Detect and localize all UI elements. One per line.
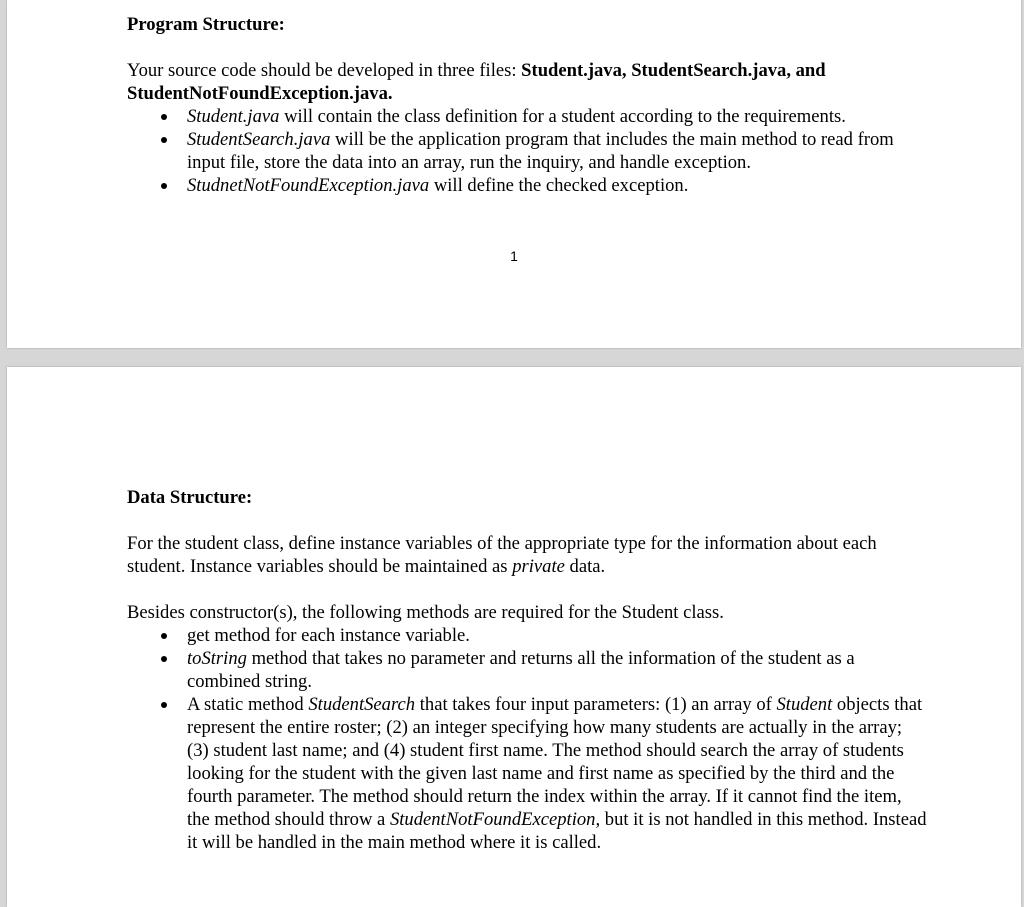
bullet-icon: [161, 633, 167, 639]
list-item-exception-java: [127, 174, 927, 197]
page-2-content: [127, 486, 927, 854]
spacer: [127, 36, 927, 59]
paragraph-text-end: data.: [564, 556, 606, 577]
spacer: [127, 509, 927, 532]
requirement-text: objects that represent the entire roster; (2) an integer specifying how many students are actually in the array; (3) student last name; and (4) student first name. The method should search the array of students looking for the student with the given last name and first name as specified by the third and the fourth parameter. The method should return the index within the array. If it cannot find the item, the method should throw a: [187, 694, 923, 830]
page-1-content: [127, 13, 927, 197]
intro-text: Your source code should be developed in three files:: [127, 60, 522, 81]
file-name: StudnetNotFoundException.java: [187, 175, 430, 196]
spacer: [127, 578, 927, 601]
file-name: StudentSearch.java: [187, 129, 331, 150]
list-item-student-java: [127, 105, 927, 128]
page-number: 1: [510, 248, 518, 264]
class-name: Student: [776, 694, 833, 715]
requirement-text: get method for each instance variable.: [187, 625, 470, 646]
method-name: toString: [187, 648, 247, 669]
document-page-1: [7, 0, 1021, 348]
method-name: StudentSearch: [308, 694, 416, 715]
exception-name: StudentNotFoundException,: [389, 809, 601, 830]
method-requirements-list: [127, 624, 927, 854]
bullet-icon: [161, 114, 167, 120]
list-item-tostring-method: [127, 647, 927, 693]
list-item-studentsearch-java: [127, 128, 927, 174]
bullet-icon: [161, 656, 167, 662]
file-name: Student.java: [187, 106, 280, 127]
data-structure-paragraph: [127, 532, 927, 578]
bullet-icon: [161, 137, 167, 143]
requirement-text: A static method: [187, 694, 309, 715]
paragraph-text: For the student class, define instance variables of the appropriate type for the information about each student. Instance variables should be maintained as: [127, 533, 877, 577]
requirement-text: but it is not handled in this method. Instead it will be handled in the main method where it is called.: [187, 809, 927, 853]
document-page-2: [7, 367, 1021, 907]
requirement-text: method that takes no parameter and returns all the information of the student as a combined string.: [187, 648, 855, 692]
list-item-get-method: [127, 624, 927, 647]
program-structure-intro: [127, 59, 927, 105]
section-heading-program-structure: Program Structure:: [127, 14, 285, 35]
methods-intro-paragraph: Besides constructor(s), the following methods are required for the Student class.: [127, 602, 724, 623]
file-description: will define the checked exception.: [429, 175, 689, 196]
paragraph-emphasis: private: [512, 556, 565, 577]
section-heading-data-structure: Data Structure:: [127, 487, 253, 508]
file-list: Student.java, StudentSearch.java, and StudentNotFoundException.java.: [127, 60, 826, 104]
bullet-icon: [161, 183, 167, 189]
list-item-studentsearch-method: [127, 693, 927, 854]
bullet-icon: [161, 702, 167, 708]
requirement-text: that takes four input parameters: (1) an array of: [415, 694, 777, 715]
file-description-list: [127, 105, 927, 197]
file-description: will be the application program that includes the main method to read from input file, store the data into an array, run the inquiry, and handle exception.: [187, 129, 894, 173]
file-description: will contain the class definition for a student according to the requirements.: [279, 106, 846, 127]
